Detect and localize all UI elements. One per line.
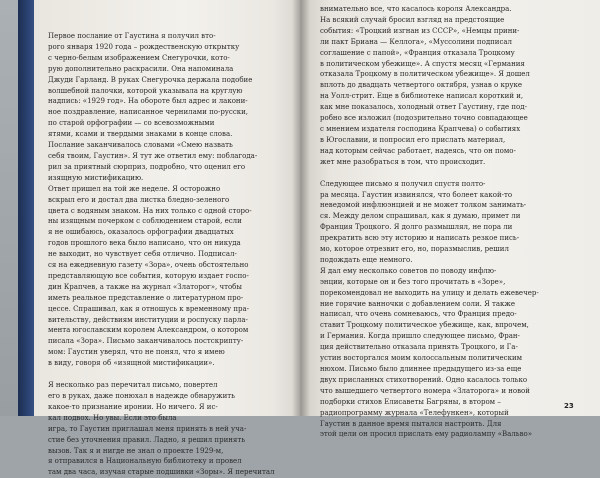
left-page-line: Ответ пришел на той же неделе. Я осторожно bbox=[48, 184, 221, 193]
left-page-line: стие без уточнения правил. Ладно, я решил принять bbox=[48, 435, 246, 444]
left-page-line: представляющую все события, которую издает госпо- bbox=[48, 271, 249, 280]
left-page-line: годов прошлого века было написано, что он никуда bbox=[48, 239, 241, 248]
right-page-line: неведомой инфлюэнцией и не может толком занимать- bbox=[320, 201, 527, 210]
left-page-line: Я несколько раз перечитал письмо, повертел bbox=[48, 381, 218, 390]
right-page-line: над которым сейчас работает, надеясь, что он помо- bbox=[320, 146, 516, 155]
left-page-line: ятями, ксами и твердыми знаками в конце слова. bbox=[48, 130, 233, 139]
right-page-line: ся. Между делом спрашивал, как я думаю, примет ли bbox=[320, 212, 521, 221]
left-page-line: не выходит, но чувствует себя отлично. Подписал- bbox=[48, 250, 237, 259]
left-page-line: себя твоим, Гаустин». Я тут же ответил ему: поблагода- bbox=[48, 151, 258, 160]
left-page-line: Послание заканчивалось словами «Смею назвать bbox=[48, 141, 233, 150]
right-page-line: ние горячие ванночки с добавлением соли. Я также bbox=[320, 299, 516, 308]
right-page-line: жет мне разобраться в том, что происходит. bbox=[320, 157, 486, 166]
left-page-line: рого января 1920 года – рождественскую открытку bbox=[48, 42, 240, 51]
right-page-line: ра месяца. Гаустин извинялся, что болеет какой-то bbox=[320, 190, 513, 199]
right-page-line: энции, которые он и без того прочитать в «Зоре», bbox=[320, 277, 506, 286]
right-page-line: события: «Троцкий изгнан из СССР», «Немцы прини- bbox=[320, 26, 520, 35]
right-page-line: устин восторгался моим колоссальным политическим bbox=[320, 354, 523, 363]
right-page-line: радиопрограмму журнала «Телефункен», который bbox=[320, 408, 509, 417]
left-page-line: кал подвох. Но увы. Если это была bbox=[48, 413, 177, 422]
left-page-line: по старой орфографии — со всевозможными bbox=[48, 119, 215, 128]
left-page-line: я отправился в Национальную библиотеку и провел bbox=[48, 457, 242, 466]
right-page-line: Франция Троцкого. Я долго размышлял, не пора ли bbox=[320, 223, 513, 232]
right-page-line: в политическом убежище». А спустя месяц «Германия bbox=[320, 59, 525, 68]
right-page-line: мо, которое отрезвит его, но, поразмыслив, решил bbox=[320, 245, 509, 254]
right-page-line: на Уолл-стрит. Еще в библиотеке написал короткий и, bbox=[320, 92, 524, 101]
right-page-line: и Германия. Когда пришло следующее письмо, Фран- bbox=[320, 332, 520, 341]
left-page-line: ное поздравление, написанное чернилами по-русски, bbox=[48, 108, 249, 117]
left-page-line: с черно-белым изображением Снегурочки, кото- bbox=[48, 53, 230, 62]
left-page-line: вительству, действиям институции и роспуску парла- bbox=[48, 315, 248, 324]
left-page-line: его в руках, даже понюхал в надежде обнаружить bbox=[48, 392, 235, 400]
right-page-line: Следующее письмо я получил спустя полто- bbox=[320, 179, 486, 188]
right-page-line: Я дал ему несколько советов по поводу инфлю- bbox=[320, 266, 497, 275]
left-page-line: мом: Гаустин уверял, что не понял, что я имею bbox=[48, 348, 225, 357]
left-page-line: Первое послание от Гаустина я получил вто- bbox=[48, 32, 216, 40]
left-page-line: игра, то Гаустин приглашал меня принять в ней уча- bbox=[48, 424, 247, 433]
right-page-line: внимательно все, что касалось короля Александра. bbox=[320, 5, 512, 13]
left-page-line: цвета с водяным знаком. На них только с одной сторо- bbox=[48, 206, 252, 215]
book-gutter bbox=[292, 0, 310, 416]
right-page-line: подождать еще немного. bbox=[320, 255, 413, 264]
right-page-line: нюхом. Письмо было длиннее предыдущего из-за еще bbox=[320, 365, 522, 373]
left-page-line: ны изящным почерком с соблюдением старой, если bbox=[48, 217, 242, 226]
left-page-line: ся на ежедневную газету «Зора», очень обстоятельно bbox=[48, 261, 249, 270]
left-page-line: Джуди Гарланд. В руках Снегурочка держала подобие bbox=[48, 75, 253, 84]
left-page-line: мента югославским королем Александром, о котором bbox=[48, 326, 249, 335]
right-page-line: двух присланных стихотворений. Одно касалось только bbox=[320, 375, 528, 384]
left-page-line: вскрыл его и достал два листка бледно-зеленого bbox=[48, 195, 230, 204]
left-page-line: волшебной палочки, которой указывала на круглую bbox=[48, 86, 243, 95]
right-page-line: в Югославии, и попросил его прислать материал, bbox=[320, 135, 506, 144]
left-page-line: цессе. Спрашивал, как я отношусь к временному пра- bbox=[48, 304, 250, 313]
left-page-line: изящную мистификацию. bbox=[48, 173, 144, 182]
left-page-line: дин Крапчев, а также на журнал «Златорог», чтобы bbox=[48, 282, 242, 291]
right-page-line: с мнением издателя господина Крапчева) о событиях bbox=[320, 124, 521, 133]
right-page-line: написал, что очень сомневаюсь, что Франция предо- bbox=[320, 310, 517, 319]
right-page-line: вплоть до двадцать четвертого октября, узнав о круке bbox=[320, 81, 522, 90]
left-page-line: какое-то признание иронии. Но ничего. Я ис- bbox=[48, 402, 218, 411]
right-page-line: робно все изложил (подозрительно точно совпадающее bbox=[320, 114, 528, 123]
right-page-line: соглашение с папой», «Франция отказала Троцкому bbox=[320, 48, 515, 57]
right-page-number: 23 bbox=[564, 402, 574, 410]
left-page-line: рую дополнительно раскрасили. Она напоминала bbox=[48, 64, 234, 73]
left-page-line: там два часа, изучая старые подшивки «Зоры». Я перечитал bbox=[48, 468, 275, 477]
left-page-line: рил за приятный сюрприз, подробно, что оценил его bbox=[48, 162, 246, 171]
left-page-line: писала «Зора». Письмо заканчивалось постскрипту- bbox=[48, 337, 244, 346]
right-page-line: порекомендовал не выходить на улицу и делать ежевечер- bbox=[320, 288, 539, 297]
right-page-line: подборки стихов Елисаветы Багряны, в втором – bbox=[320, 397, 501, 406]
right-page-line: ция действительно отказала принять Троцкого, и Га- bbox=[320, 343, 518, 352]
right-page-line: ставит Троцкому политическое убежище, как, впрочем, bbox=[320, 321, 529, 330]
right-page-line: На всякий случай бросил взгляд на предстоящие bbox=[320, 15, 505, 24]
left-page-line: я не ошибаюсь, оказалось орфографии двадцатых bbox=[48, 228, 234, 237]
right-page-line: ли пакт Бриана — Келлога», «Муссолини подписал bbox=[320, 37, 512, 46]
right-page-line: как мне показалось, холодный ответ Гаустину, где под- bbox=[320, 103, 527, 112]
left-page-line bbox=[48, 369, 284, 380]
right-page-line: отказала Троцкому в политическом убежище». Я дошел bbox=[320, 70, 530, 79]
left-page-line: иметь реальное представление о литературном про- bbox=[48, 293, 244, 302]
left-page-line: в виду, говоря об «изящной мистификации». bbox=[48, 359, 215, 368]
left-page-text bbox=[48, 31, 284, 477]
right-page-line: что вышедшего четвертого номера «Златорога» и новой bbox=[320, 386, 530, 395]
left-page-line: вызов. Так я и нигде не знал о проекте 1929-м, bbox=[48, 446, 224, 455]
right-page-line: Гаустин в данное время пытался настроить. Для bbox=[320, 419, 502, 428]
left-page-line: надпись: «1929 год». На обороте был адрес и лакони- bbox=[48, 97, 248, 106]
right-page-line: прекратить всю эту историю и написать резкое пись- bbox=[320, 234, 520, 243]
right-page-line bbox=[320, 168, 582, 179]
right-page-line: этой цели он просил прислать ему радиолампу «Вальво» bbox=[320, 430, 533, 439]
